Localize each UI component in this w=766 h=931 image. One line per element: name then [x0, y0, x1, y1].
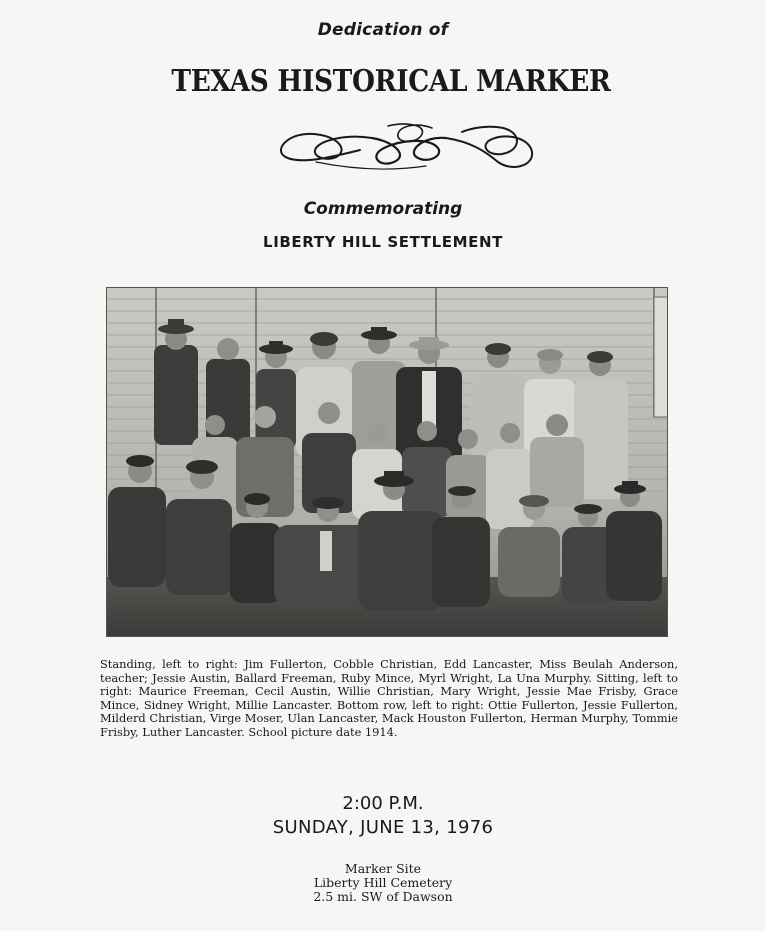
page-title: TEXAS HISTORICAL MARKER	[171, 64, 611, 99]
event-time: 2:00 P.M.	[342, 793, 424, 814]
event-date: SUNDAY, JUNE 13, 1976	[272, 817, 494, 838]
flourish-tail	[316, 162, 426, 169]
commemorating-label: Commemorating	[303, 199, 463, 219]
flourish-right-loop	[446, 127, 532, 167]
school-group-photo	[106, 287, 668, 637]
photo-caption: Standing, left to right: Jim Fullerton, Cobble Christian, Edd Lancaster, Miss Beulah Anderson, teacher; Jessie Austin, Ballard Freeman, Ruby Mince, Myrl Wright, La Una Murphy. Sitting, left to right: Maurice Freeman, Cecil Austin, Willie Christian, Mary Wright, Jessie Mae Frisby, Grace Mince, Sidney Wright, Millie Lancaster. Bottom row, left to right: Ottie Fullerton, Jessie Fullerton, Milderd Christian, Virge Moser, Ulan Lancaster, Mack Houston Fullerton, Herman Murphy, Tommie Frisby, Luther Lancaster. School picture date 1914.	[100, 657, 678, 739]
flourish-center-knot-2	[388, 124, 432, 141]
decorative-flourish	[276, 116, 538, 176]
marker-site-directions: 2.5 mi. SW of Dawson	[313, 889, 453, 904]
flourish-left-loop	[281, 134, 372, 160]
marker-site-location: Liberty Hill Cemetery	[313, 875, 453, 890]
settlement-name: LIBERTY HILL SETTLEMENT	[263, 233, 503, 251]
marker-site-label: Marker Site	[344, 861, 422, 876]
dedication-heading: Dedication of	[317, 20, 449, 40]
